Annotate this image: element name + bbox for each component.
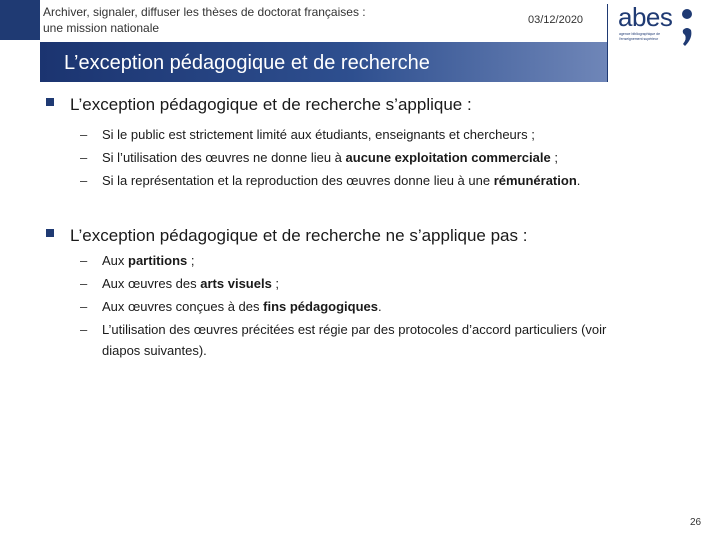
page-number: 26 — [690, 517, 702, 528]
list-item: Si la représentation et la reproduction des œuvres donne lieu à une rémunération. — [102, 173, 581, 188]
section1-heading: L’exception pédagogique et de recherche s’applique : — [70, 95, 472, 114]
list-item-continuation: diapos suivantes). — [102, 343, 207, 358]
header-title-line1: Archiver, signaler, diffuser les thèses de doctorat françaises : — [43, 5, 366, 19]
list-item: L’utilisation des œuvres précitées est régie par des protocoles d’accord particuliers (voir — [102, 322, 607, 337]
header-title-line2: une mission nationale — [43, 21, 160, 35]
header-date: 03/12/2020 — [528, 14, 584, 26]
dash-icon: – — [80, 322, 88, 337]
semicolon-icon — [680, 6, 694, 48]
list-item: Aux œuvres conçues à des fins pédagogiques. — [102, 299, 382, 314]
dash-icon: – — [80, 150, 88, 165]
dash-icon: – — [80, 299, 88, 314]
list-item: Si l’utilisation des œuvres ne donne lieu à aucune exploitation commerciale ; — [102, 150, 558, 165]
dash-icon: – — [80, 127, 88, 142]
slide-title: L’exception pédagogique et de recherche — [64, 52, 430, 74]
logo-tagline: agence bibliographique de l’enseignement supérieur — [619, 32, 661, 41]
bullet-square-icon — [46, 229, 54, 237]
list-item: Aux partitions ; — [102, 253, 195, 268]
section2-heading: L’exception pédagogique et de recherche ne s’applique pas : — [70, 226, 528, 245]
header-title — [43, 4, 423, 36]
abes-logo — [618, 2, 692, 50]
logo-wordmark: abes — [618, 2, 673, 32]
dash-icon: – — [80, 253, 88, 268]
dash-icon: – — [80, 276, 88, 291]
header-divider — [607, 4, 608, 82]
list-item: Si le public est strictement limité aux étudiants, enseignants et chercheurs ; — [102, 127, 535, 142]
corner-decoration — [0, 0, 40, 40]
slide-title-bar — [40, 42, 607, 82]
bullet-square-icon — [46, 98, 54, 106]
dash-icon: – — [80, 173, 88, 188]
list-item: Aux œuvres des arts visuels ; — [102, 276, 280, 291]
